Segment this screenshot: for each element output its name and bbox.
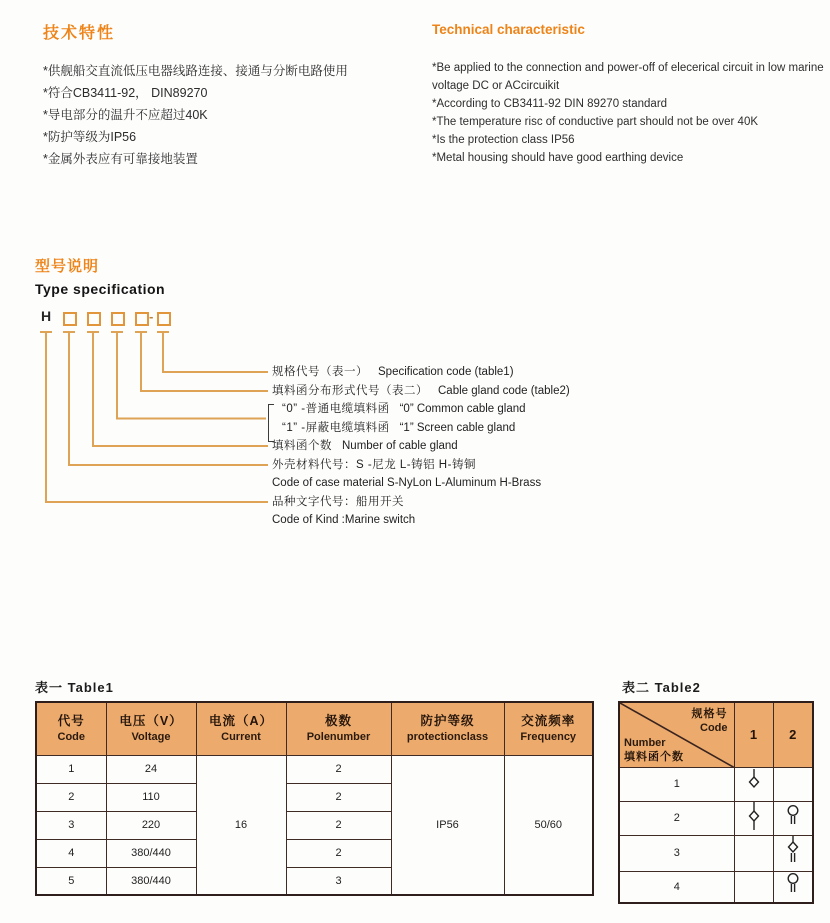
spec-label-screen-gland: “1” -屏蔽电缆填料函 “1” Screen cable gland xyxy=(282,421,516,434)
table1-header-polenumber: 极数 Polenumber xyxy=(286,702,391,755)
table2-header-col2: 2 xyxy=(773,702,813,767)
table2-row xyxy=(619,835,813,871)
cell-poles: 3 xyxy=(286,867,391,895)
table2-header-row xyxy=(619,702,813,767)
spec-label-cable-gland-code: 填料函分布形式代号（表二） Cable gland code (table2) xyxy=(272,384,570,397)
cell-gland-symbol xyxy=(734,871,773,903)
spec-label-case-material-en: Code of case material S-NyLon L-Aluminum H-Brass xyxy=(272,477,542,489)
table2-corner-cell xyxy=(619,702,734,767)
tech-item-en: *Metal housing should have good earthing device xyxy=(432,151,684,164)
type-code-dash: - xyxy=(149,309,154,324)
tech-item-zh: *导电部分的温升不应超过40K xyxy=(43,108,208,122)
cell-code: 5 xyxy=(36,867,106,895)
cell-poles: 2 xyxy=(286,755,391,783)
table1-header-code: 代号 Code xyxy=(36,702,106,755)
tech-heading-zh: 技术特性 xyxy=(43,25,116,42)
type-spec-heading-en: Type specification xyxy=(35,281,166,297)
tech-item-zh: *供舰船交直流低压电器线路连接、接通与分断电路使用 xyxy=(43,64,348,78)
cell-gland-symbol xyxy=(773,835,813,871)
cell-code: 2 xyxy=(36,783,106,811)
cell-code: 3 xyxy=(36,811,106,839)
spec-label-specification-code: 规格代号（表一） Specification code (table1) xyxy=(272,366,514,378)
tech-list-zh xyxy=(43,60,435,170)
type-spec-heading-zh: 型号说明 xyxy=(35,258,100,275)
tech-item-en: *The temperature risc of conductive part should not be over 40K xyxy=(432,115,759,128)
table1-header-frequency: 交流频率 Frequency xyxy=(504,702,593,755)
table1-row xyxy=(36,755,593,783)
table1 xyxy=(35,701,594,896)
cell-gland-symbol xyxy=(773,801,813,835)
cell-voltage: 220 xyxy=(106,811,196,839)
cell-gland-number: 2 xyxy=(619,801,734,835)
cell-voltage: 380/440 xyxy=(106,839,196,867)
gland-double-bottom-icon xyxy=(785,804,801,828)
table1-header-current: 电流（A） Current xyxy=(196,702,286,755)
table1-header-protection: 防护等级 protectionclass xyxy=(391,702,504,755)
tech-item-en: *Be applied to the connection and power-off of elecerical circuit in low marine voltage DC or ACcircuikit xyxy=(432,62,824,92)
cell-poles: 2 xyxy=(286,839,391,867)
cell-voltage: 110 xyxy=(106,783,196,811)
type-code-box-2 xyxy=(87,312,101,326)
table2-row xyxy=(619,871,813,903)
type-code-labels xyxy=(272,363,742,530)
corner-label-code: 规格号 Code xyxy=(691,708,728,734)
cell-gland-symbol xyxy=(734,767,773,801)
tech-item-en: *Is the protection class IP56 xyxy=(432,133,575,146)
corner-label-number: Number 填料函个数 xyxy=(624,736,684,763)
table1-title: 表一 Table1 xyxy=(35,680,114,695)
table2 xyxy=(618,701,814,904)
type-code-box-5 xyxy=(157,312,171,326)
tech-item-zh: *防护等级为IP56 xyxy=(43,130,137,144)
cell-gland-number: 4 xyxy=(619,871,734,903)
tech-item-zh: *金属外表应有可靠接地装置 xyxy=(43,152,198,166)
type-code-box-1 xyxy=(63,312,77,326)
spec-label-case-material-zh: 外壳材料代号：S -尼龙 L-铸铝 H-铸铜 xyxy=(272,458,476,471)
type-code-prefix: H xyxy=(41,308,52,324)
cell-voltage: 380/440 xyxy=(106,867,196,895)
table1-header-row xyxy=(36,702,593,755)
cell-voltage: 24 xyxy=(106,755,196,783)
spec-label-kind-zh: 品种文字代号：船用开关 xyxy=(272,495,404,508)
table1-header-voltage: 电压（V） Voltage xyxy=(106,702,196,755)
cell-protection-merged: IP56 xyxy=(391,755,504,895)
cell-gland-symbol xyxy=(734,835,773,871)
gland-one-top-one-bottom-icon xyxy=(746,802,762,830)
cell-poles: 2 xyxy=(286,811,391,839)
gland-one-top-icon xyxy=(746,768,762,796)
cell-gland-number: 1 xyxy=(619,767,734,801)
tech-item-en: *According to CB3411-92 DIN 89270 standard xyxy=(432,97,668,110)
cell-gland-symbol xyxy=(773,767,813,801)
table2-title: 表二 Table2 xyxy=(622,680,701,695)
spec-label-kind-en: Code of Kind :Marine switch xyxy=(272,514,416,526)
spec-label-gland-number: 填料函个数 Number of cable gland xyxy=(272,440,458,452)
gland-double-bottom-icon xyxy=(785,872,801,896)
cell-code: 1 xyxy=(36,755,106,783)
spec-label-common-gland: “0” -普通电缆填料函 “0” Common cable gland xyxy=(282,403,526,415)
table2-header-col1: 1 xyxy=(734,702,773,767)
cell-gland-symbol xyxy=(734,801,773,835)
cell-code: 4 xyxy=(36,839,106,867)
tech-item-zh: *符合CB3411-92， DIN89270 xyxy=(43,86,208,100)
gland-one-top-double-bottom-icon xyxy=(785,836,801,866)
type-code-box-4 xyxy=(135,312,149,326)
type-code-box-3 xyxy=(111,312,125,326)
cell-gland-symbol xyxy=(773,871,813,903)
cell-frequency-merged: 50/60 xyxy=(504,755,593,895)
tech-list-en xyxy=(432,60,828,168)
cell-poles: 2 xyxy=(286,783,391,811)
cell-current-merged: 16 xyxy=(196,755,286,895)
table2-row xyxy=(619,801,813,835)
cell-gland-number: 3 xyxy=(619,835,734,871)
table2-row xyxy=(619,767,813,801)
tech-heading-en: Technical characteristic xyxy=(432,22,585,37)
